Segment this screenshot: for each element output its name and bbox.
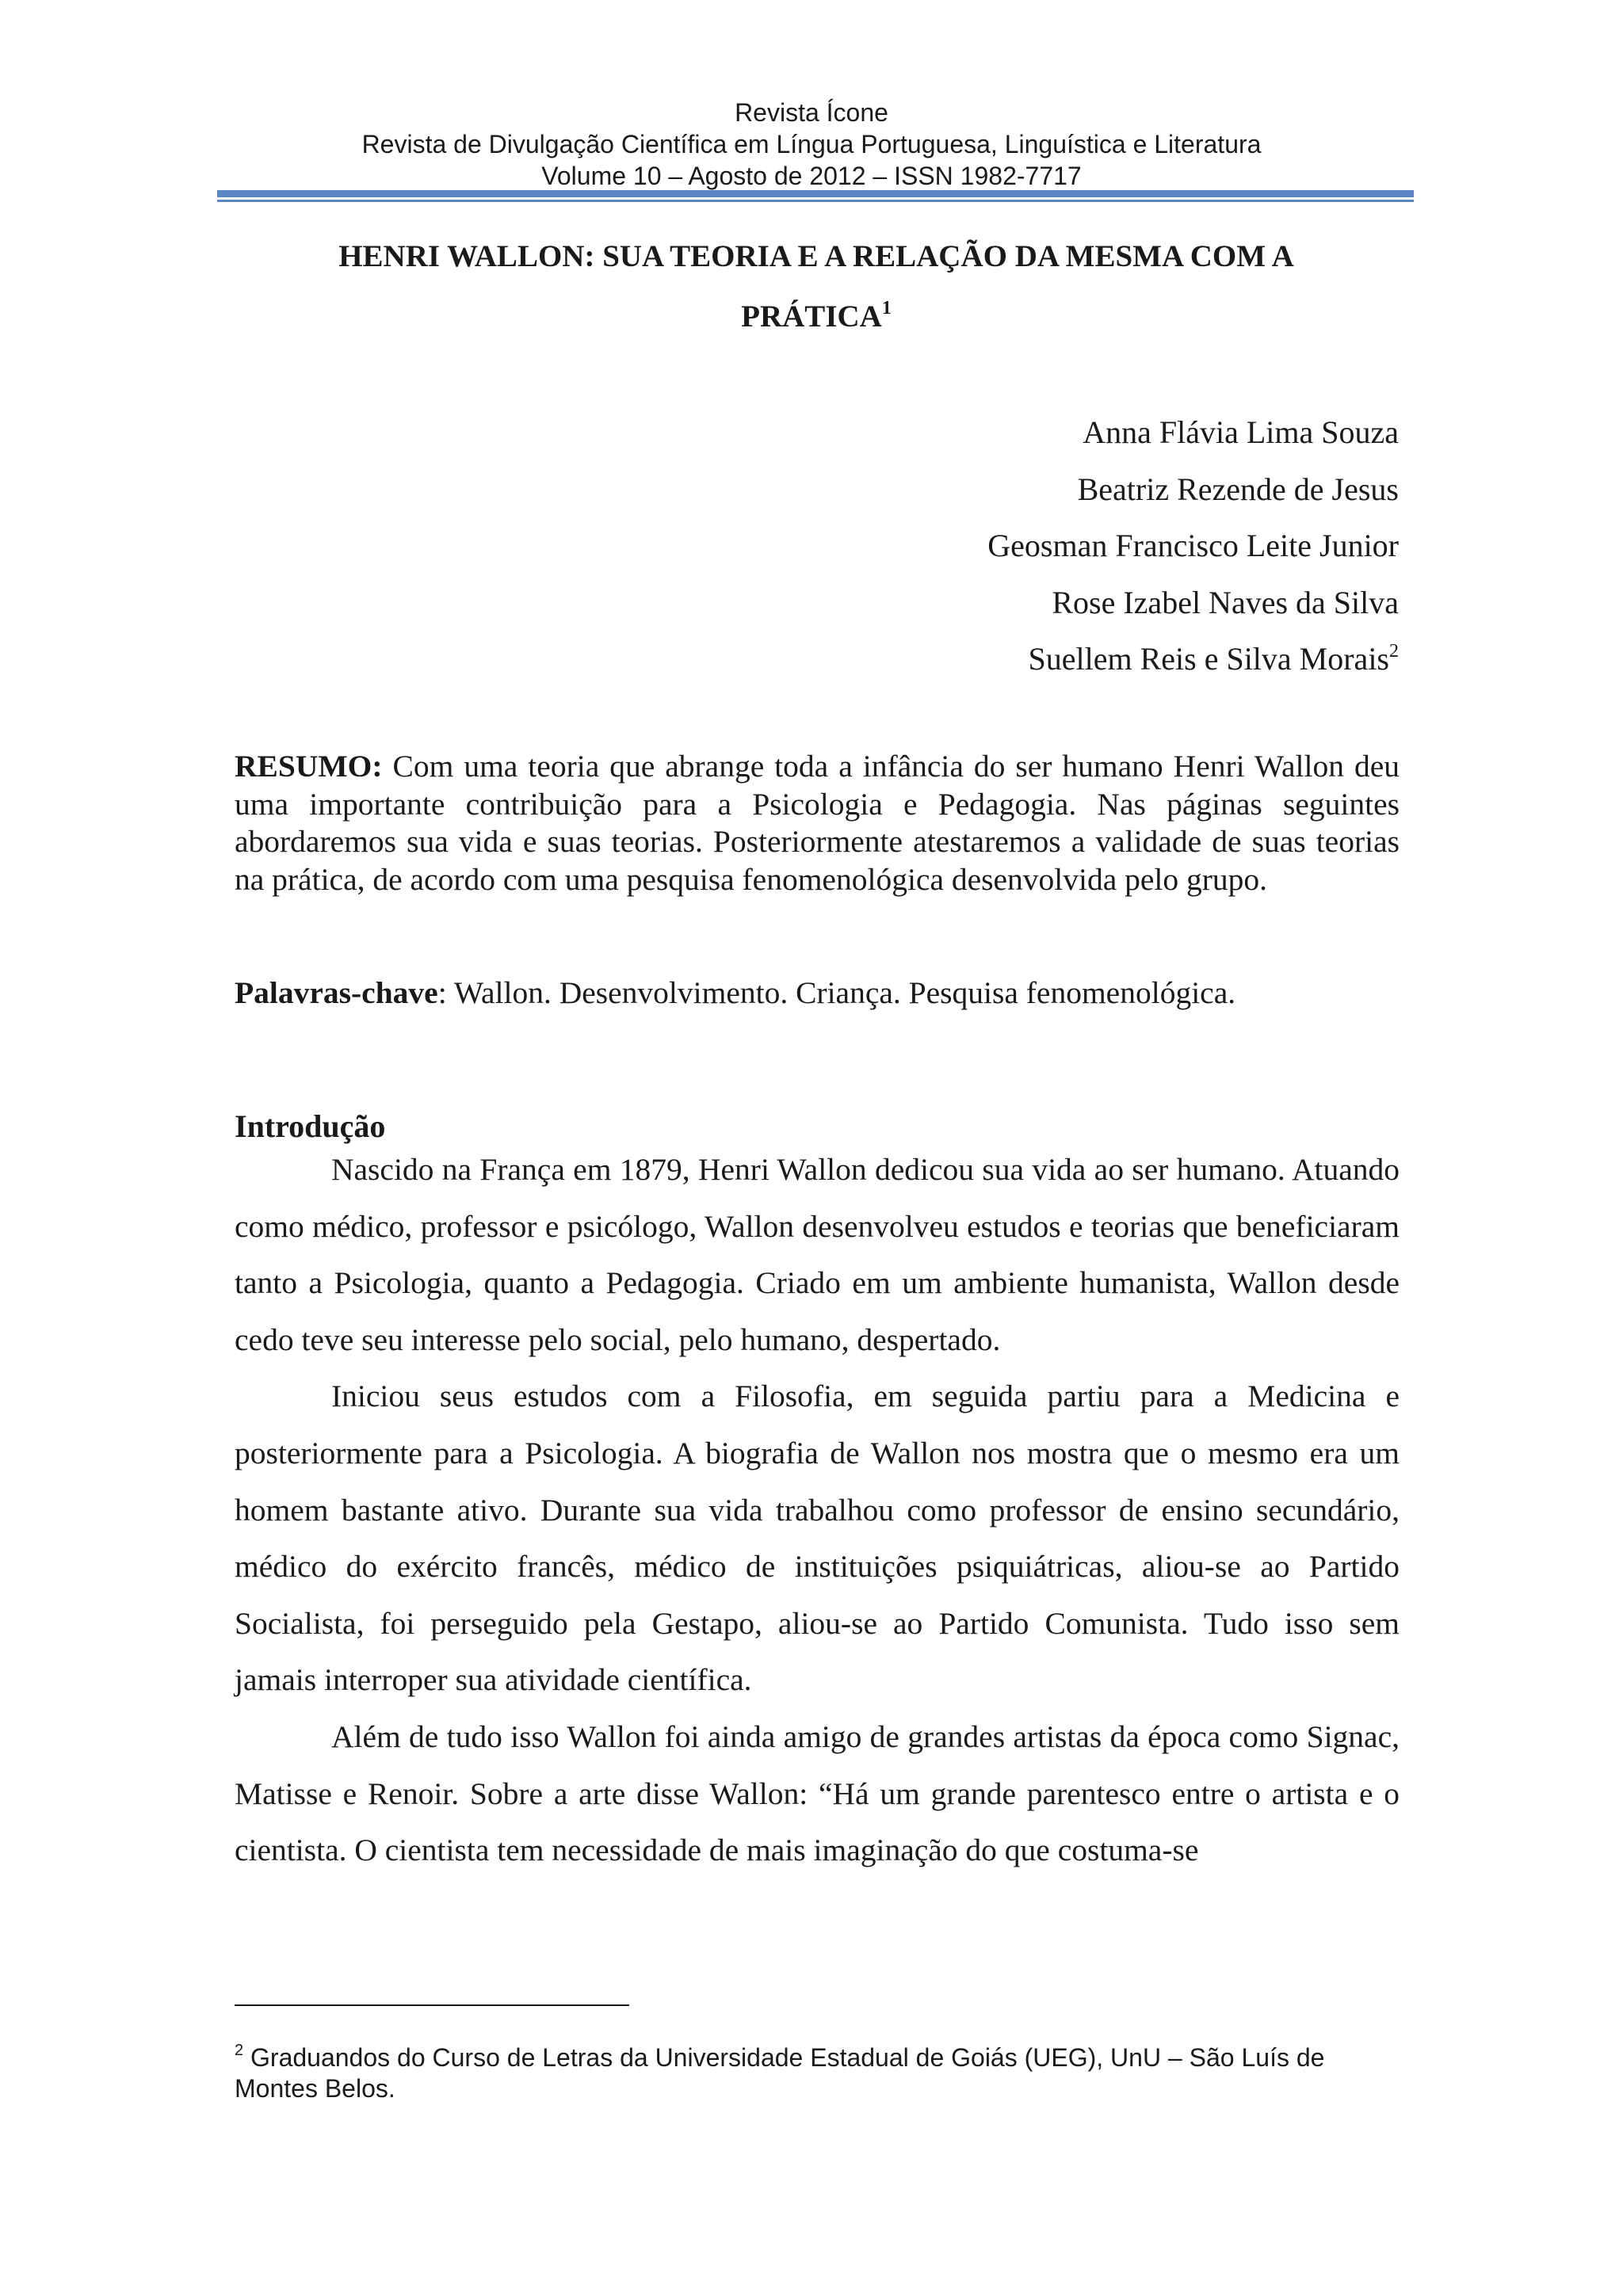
section-heading-introduction: Introdução — [235, 1108, 386, 1144]
introduction-body — [235, 1142, 1400, 1879]
footnote — [235, 2042, 1407, 2104]
abstract-text: Com uma teoria que abrange toda a infância do ser humano Henri Wallon deu uma importante contribuição para a Psicologia e Pedagogia. Nas páginas seguintes abordaremos sua vida e suas teorias. Posteriormente atestaremos a validade de suas teorias na prática, de acordo com uma pesquisa fenomenológica desenvolvida pelo grupo. — [235, 749, 1400, 897]
paragraph: Iniciou seus estudos com a Filosofia, em seguida partiu para a Medicina e posteriormente para a Psicologia. A biografia de Wallon nos mostra que o mesmo era um homem bastante ativo. Durante sua vida trabalhou como professor de ensino secundário, médico do exército francês, médico de instituições psiquiátricas, aliou-se ao Partido Socialista, foi perseguido pela Gestapo, aliou-se ao Partido Comunista. Tudo isso sem jamais interroper sua atividade científica. — [235, 1379, 1400, 1698]
footnote-divider — [235, 2004, 629, 2006]
title-footnote-marker[interactable]: 1 — [881, 298, 892, 318]
paragraph: Nascido na França em 1879, Henri Wallon dedicou sua vida ao ser humano. Atuando como médico, professor e psicólogo, Wallon desenvolveu estudos e teorias que beneficiaram tanto a Psicologia, quanto a Pedagogia. Criado em um ambiente humanista, Wallon desde cedo teve seu interesse pelo social, pelo humano, despertado. — [235, 1152, 1400, 1357]
footnote-text: Graduandos do Curso de Letras da Universidade Estadual de Goiás (UEG), UnU – São Luís de Montes Belos. — [235, 2043, 1325, 2103]
journal-volume-info: Volume 10 – Agosto de 2012 – ISSN 1982-7717 — [541, 162, 1082, 190]
keywords-label: Palavras-chave — [235, 975, 438, 1010]
paragraph: Além de tudo isso Wallon foi ainda amigo de grandes artistas da época como Signac, Matisse e Renoir. Sobre a arte disse Wallon: “Há um grande parentesco entre o artista e o cientista. O cientista tem necessidade de mais imaginação do que costuma-se — [235, 1718, 1400, 1868]
author-name: Geosman Francisco Leite Junior — [987, 528, 1399, 563]
abstract — [235, 748, 1400, 898]
footnote-marker: 2 — [235, 2042, 244, 2059]
journal-subtitle: Revista de Divulgação Científica em Língua Portuguesa, Linguística e Literatura — [361, 130, 1262, 158]
author-name: Beatriz Rezende de Jesus — [1077, 471, 1399, 507]
abstract-label: RESUMO: — [235, 749, 383, 784]
keywords-text: : Wallon. Desenvolvimento. Criança. Pesquisa fenomenológica. — [437, 975, 1236, 1010]
article-title-line-1: HENRI WALLON: SUA TEORIA E A RELAÇÃO DA MESMA COM A — [338, 239, 1294, 273]
author-name-with-footnote: Suellem Reis e Silva Morais$^2$ — [1028, 641, 1399, 677]
journal-name: Revista Ícone — [735, 98, 888, 127]
article-title-line-2: PRÁTICA$^1$ — [741, 298, 892, 334]
keywords — [235, 974, 1400, 1012]
author-name: Rose Izabel Naves da Silva — [1052, 584, 1399, 620]
author-footnote-marker[interactable]: 2 — [1389, 641, 1399, 662]
header-divider — [217, 190, 1414, 202]
author-name: Anna Flávia Lima Souza — [1083, 414, 1399, 450]
article-title — [230, 227, 1403, 347]
journal-header — [0, 97, 1623, 192]
author-list — [987, 404, 1399, 688]
